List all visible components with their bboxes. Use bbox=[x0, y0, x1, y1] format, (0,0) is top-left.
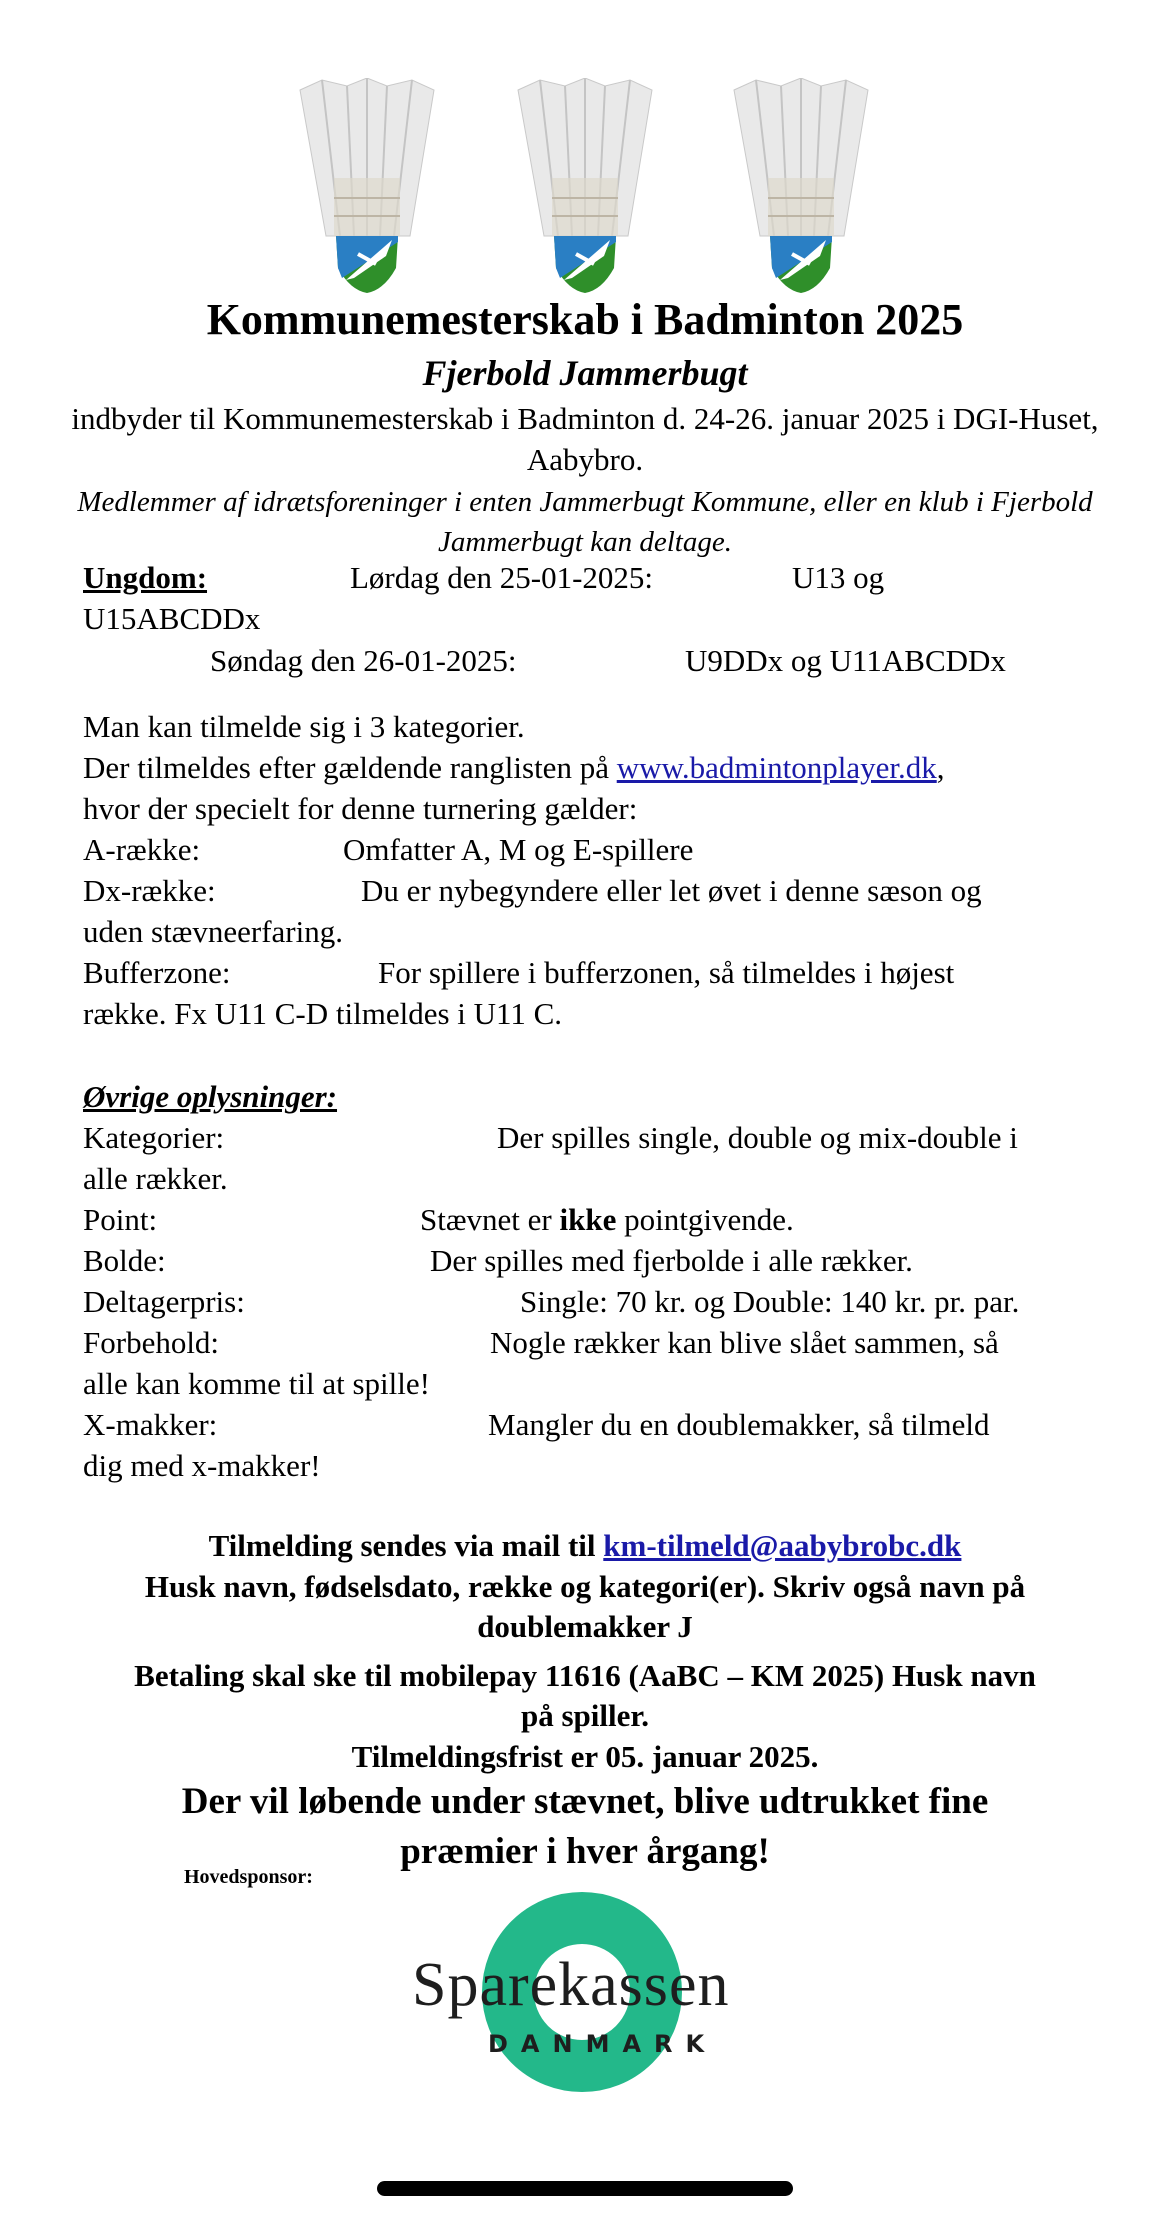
row-text-cont: række. Fx U11 C-D tilmeldes i U11 C. bbox=[83, 996, 563, 1031]
other-info-heading: Øvrige oplysninger: bbox=[83, 1079, 338, 1114]
remember-line-1: Husk navn, fødselsdato, række og kategori(er). Skriv også navn på bbox=[144, 1569, 1026, 1604]
forbehold-text: Nogle rækker kan blive slået sammen, så bbox=[490, 1325, 999, 1360]
saturday-classes-cont: U15ABCDDx bbox=[83, 601, 261, 636]
pris-label: Deltagerpris: bbox=[83, 1284, 245, 1319]
row-text: Du er nybegyndere eller let øvet i denne sæson og bbox=[361, 873, 982, 908]
xmakker-label: X-makker: bbox=[83, 1407, 218, 1442]
ranking-suffix: , bbox=[936, 750, 945, 785]
ranking-line bbox=[83, 747, 944, 788]
row-text: For spillere i bufferzonen, så tilmeldes i højest bbox=[378, 955, 955, 990]
xmakker-text: Mangler du en doublemakker, så tilmeld bbox=[488, 1407, 990, 1442]
point-text-bold: ikke bbox=[559, 1202, 617, 1237]
sponsor-sub: DANMARK bbox=[488, 2030, 718, 2058]
page-title: Kommunemesterskab i Badminton 2025 bbox=[206, 295, 964, 344]
point-text-a: Stævnet er bbox=[420, 1202, 560, 1237]
page-subtitle: Fjerbold Jammerbugt bbox=[422, 353, 748, 393]
xmakker-cont: dig med x-makker! bbox=[83, 1448, 321, 1483]
payment-line-1: Betaling skal ske til mobilepay 11616 (AaBC – KM 2025) Husk navn bbox=[134, 1658, 1036, 1693]
payment-line-2: på spiller. bbox=[520, 1698, 650, 1733]
row-label: A-række: bbox=[83, 832, 201, 867]
forbehold-cont: alle kan komme til at spille! bbox=[83, 1366, 430, 1401]
prize-line-2: præmier i hver årgang! bbox=[400, 1831, 770, 1872]
point-text bbox=[420, 1199, 794, 1240]
shuttlecock-logo-icon bbox=[726, 78, 876, 293]
sponsor-label: Hovedsponsor: bbox=[184, 1866, 313, 1888]
kategorier-text: Der spilles single, double og mix-double i bbox=[497, 1120, 1018, 1155]
point-label: Point: bbox=[83, 1202, 158, 1237]
remember-line-2: doublemakker J bbox=[477, 1609, 693, 1644]
deadline: Tilmeldingsfrist er 05. januar 2025. bbox=[351, 1739, 819, 1774]
members-note: Medlemmer af idrætsforeninger i enten Jammerbugt Kommune, eller en klub i Fjerbold Jammerbugt kan deltage. bbox=[77, 486, 1093, 558]
sunday-classes: U9DDx og U11ABCDDx bbox=[685, 643, 1006, 678]
bolde-text: Der spilles med fjerbolde i alle rækker. bbox=[430, 1243, 913, 1278]
saturday-classes: U13 og bbox=[792, 560, 885, 595]
row-text: Omfatter A, M og E-spillere bbox=[343, 832, 694, 867]
row-text-cont: uden stævneerfaring. bbox=[83, 914, 343, 949]
pris-text: Single: 70 kr. og Double: 140 kr. pr. par. bbox=[520, 1284, 1020, 1319]
kategorier-label: Kategorier: bbox=[83, 1120, 225, 1155]
shuttlecock-logo-icon bbox=[292, 78, 442, 293]
schedule-label: Ungdom: bbox=[83, 560, 208, 595]
kategorier-cont: alle rækker. bbox=[83, 1161, 228, 1196]
bolde-label: Bolde: bbox=[83, 1243, 166, 1278]
home-indicator[interactable] bbox=[377, 2181, 793, 2196]
badmintonplayer-link[interactable]: www.badmintonplayer.dk bbox=[616, 750, 937, 785]
intro-text: indbyder til Kommunemesterskab i Badminton d. 24-26. januar 2025 i DGI-Huset, Aabybro. bbox=[71, 401, 1099, 477]
prize-line-1: Der vil løbende under stævnet, blive udtrukket fine bbox=[181, 1781, 989, 1822]
ranking-prefix: Der tilmeldes efter gældende ranglisten på bbox=[83, 750, 617, 785]
sponsor-name: Sparekassen bbox=[412, 1951, 730, 2019]
mail-line bbox=[70, 1526, 1100, 1566]
point-text-b: pointgivende. bbox=[616, 1202, 794, 1237]
signup-email-link[interactable]: km-tilmeld@aabybrobc.dk bbox=[603, 1528, 962, 1563]
forbehold-label: Forbehold: bbox=[83, 1325, 220, 1360]
categories-line: Man kan tilmelde sig i 3 kategorier. bbox=[83, 709, 525, 744]
ranking-line-2: hvor der specielt for denne turnering gælder: bbox=[83, 791, 638, 826]
row-label: Bufferzone: bbox=[83, 955, 231, 990]
saturday-date: Lørdag den 25-01-2025: bbox=[350, 560, 654, 595]
row-label: Dx-række: bbox=[83, 873, 216, 908]
sunday-date: Søndag den 26-01-2025: bbox=[210, 643, 517, 678]
mail-prefix: Tilmelding sendes via mail til bbox=[208, 1528, 604, 1563]
shuttlecock-logo-icon bbox=[510, 78, 660, 293]
